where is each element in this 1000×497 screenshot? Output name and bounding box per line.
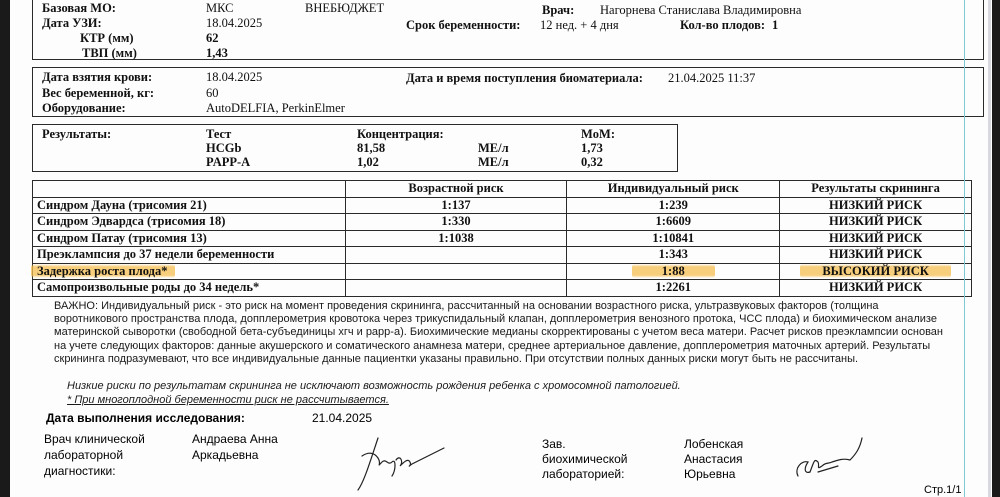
page-edge xyxy=(988,0,991,497)
blood-date-label: Дата взятия крови: xyxy=(42,70,153,84)
individual-risk xyxy=(567,263,780,280)
weight-value: 60 xyxy=(206,86,219,100)
individual-risk: 1:6609 xyxy=(567,214,780,231)
risk-header-result: Результаты скрининга xyxy=(780,181,972,198)
age-risk: 1:1038 xyxy=(345,230,567,247)
doctor-label: Врач: xyxy=(542,3,575,17)
lab-doctor-name: Андраева Анна Аркадьевна xyxy=(192,432,278,462)
results-conc-hcgb: 81,58 xyxy=(357,141,386,155)
table-row xyxy=(33,214,972,231)
received-value: 21.04.2025 11:37 xyxy=(668,71,756,85)
base-mo-value: МКС xyxy=(206,1,234,15)
screening-result: НИЗКИЙ РИСК xyxy=(780,247,972,264)
results-col-mom: MoM: xyxy=(581,127,616,141)
results-unit-pappa: МЕ/л xyxy=(478,155,509,169)
results-col-conc: Концентрация: xyxy=(357,127,444,141)
blood-date-value: 18.04.2025 xyxy=(206,70,263,84)
age-risk xyxy=(345,280,567,297)
us-date-value: 18.04.2025 xyxy=(206,16,263,30)
results-test-pappa: PAPP-A xyxy=(206,155,251,169)
us-date-label: Дата УЗИ: xyxy=(42,16,102,30)
age-risk: 1:330 xyxy=(345,214,567,231)
table-row xyxy=(33,280,972,297)
individual-risk: 1:2261 xyxy=(567,280,780,297)
multiple-pregnancy-note: * При многоплодной беременности риск не рассчитывается. xyxy=(67,394,389,406)
individual-risk: 1:10841 xyxy=(567,230,780,247)
gest-age-value: 12 нед. + 4 дня xyxy=(540,18,619,32)
exec-date-value: 21.04.2025 xyxy=(312,411,373,425)
report-page xyxy=(10,0,992,497)
ktr-label: КТР (мм) xyxy=(80,31,134,45)
results-mom-hcgb: 1,73 xyxy=(581,141,603,155)
important-note: ВАЖНО: Индивидуальный риск - это риск на момент проведения скрининга, рассчитанный на основании возрастного риска, ультразвуковых факторов (толщина воротникового пространства плода, допплерометрия кровотока через трикуспидальный клапан, допплерометрия венозного протока, ЧСС плода) и биохимическом анализе материнской сыворотки (свободной бета-субъединицы хгч и papp-a). Биохимические медианы скорректированы с учетом веса матери. Расчет рисков преэклампсии основан на учете следующих факторов: данные акушерского и соматического анамнеза матери, среднее артериальное давление, допплерометрия маточных артерий. Результаты скрининга подразумевают, что все индивидуальные данные пациентки указаны правильно. При отсутствии полных данных риски могут быть не рассчитаны. xyxy=(54,300,943,365)
risk-name: Синдром Патау (трисомия 13) xyxy=(33,230,346,247)
screening-result xyxy=(780,263,972,280)
lab-head-label: Зав. биохимической лабораторией: xyxy=(542,437,628,481)
equipment-value: AutoDELFIA, PerkinElmer xyxy=(206,101,345,115)
risk-table xyxy=(32,180,972,297)
tvp-value: 1,43 xyxy=(206,46,228,60)
lab-head-name: Лобенская Анастасия Юрьевна xyxy=(684,437,744,481)
screening-result: НИЗКИЙ РИСК xyxy=(780,197,972,214)
doctor-value: Нагорнева Станислава Владимировна xyxy=(600,3,802,17)
gest-age-label: Срок беременности: xyxy=(406,18,521,32)
risk-name xyxy=(33,263,346,280)
funding-type: ВНЕБЮДЖЕТ xyxy=(305,1,385,15)
ktr-value: 62 xyxy=(206,31,219,45)
results-test-hcgb: HCGb xyxy=(206,141,242,155)
age-risk: 1:137 xyxy=(345,197,567,214)
risk-header-name xyxy=(33,181,346,198)
results-conc-pappa: 1,02 xyxy=(357,155,379,169)
results-mom-pappa: 0,32 xyxy=(581,155,603,169)
base-mo-label: Базовая МО: xyxy=(42,1,116,15)
results-label: Результаты: xyxy=(42,127,112,141)
page-number: Стр.1/1 xyxy=(924,484,962,496)
tvp-label: ТВП (мм) xyxy=(82,46,137,60)
screening-result: НИЗКИЙ РИСК xyxy=(780,214,972,231)
risk-table-header xyxy=(33,181,972,198)
table-row xyxy=(33,230,972,247)
fetus-count-value: 1 xyxy=(772,18,779,32)
highlight-marker: 1:88 xyxy=(632,264,715,278)
risk-name: Самопроизвольные роды до 34 недель* xyxy=(33,280,346,297)
screening-result: НИЗКИЙ РИСК xyxy=(780,230,972,247)
table-row xyxy=(33,197,972,214)
table-row xyxy=(33,247,972,264)
risk-header-individual: Индивидуальный риск xyxy=(567,181,780,198)
weight-label: Вес беременной, кг: xyxy=(42,86,155,100)
age-risk xyxy=(345,263,567,280)
individual-risk: 1:343 xyxy=(567,247,780,264)
risk-header-age: Возрастной риск xyxy=(345,181,567,198)
received-label: Дата и время поступления биоматериала: xyxy=(406,71,643,85)
highlight-marker: Задержка роста плода* xyxy=(31,264,175,278)
screening-result: НИЗКИЙ РИСК xyxy=(780,280,972,297)
equipment-label: Оборудование: xyxy=(42,101,126,115)
lab-head-signature xyxy=(790,432,880,484)
lab-doctor-signature xyxy=(340,432,460,494)
highlight-marker: ВЫСОКИЙ РИСК xyxy=(800,264,950,278)
low-risk-note: Низкие риски по результатам скрининга не исключают возможность рождения ребенка с хромосомной патологией. xyxy=(67,380,681,392)
age-risk xyxy=(345,247,567,264)
results-col-test: Тест xyxy=(206,127,232,141)
lab-doctor-label: Врач клинической лабораторной диагностики: xyxy=(44,432,145,478)
guide-line xyxy=(964,0,965,497)
risk-name: Преэклампсия до 37 недели беременности xyxy=(33,247,346,264)
individual-risk: 1:239 xyxy=(567,197,780,214)
exec-date-label: Дата выполнения исследования: xyxy=(46,411,245,425)
risk-name: Синдром Эдвардса (трисомия 18) xyxy=(33,214,346,231)
fetus-count-label: Кол-во плодов: xyxy=(680,18,766,32)
results-unit-hcgb: МЕ/л xyxy=(478,141,509,155)
table-row-highlighted xyxy=(33,263,972,280)
risk-name: Синдром Дауна (трисомия 21) xyxy=(33,197,346,214)
